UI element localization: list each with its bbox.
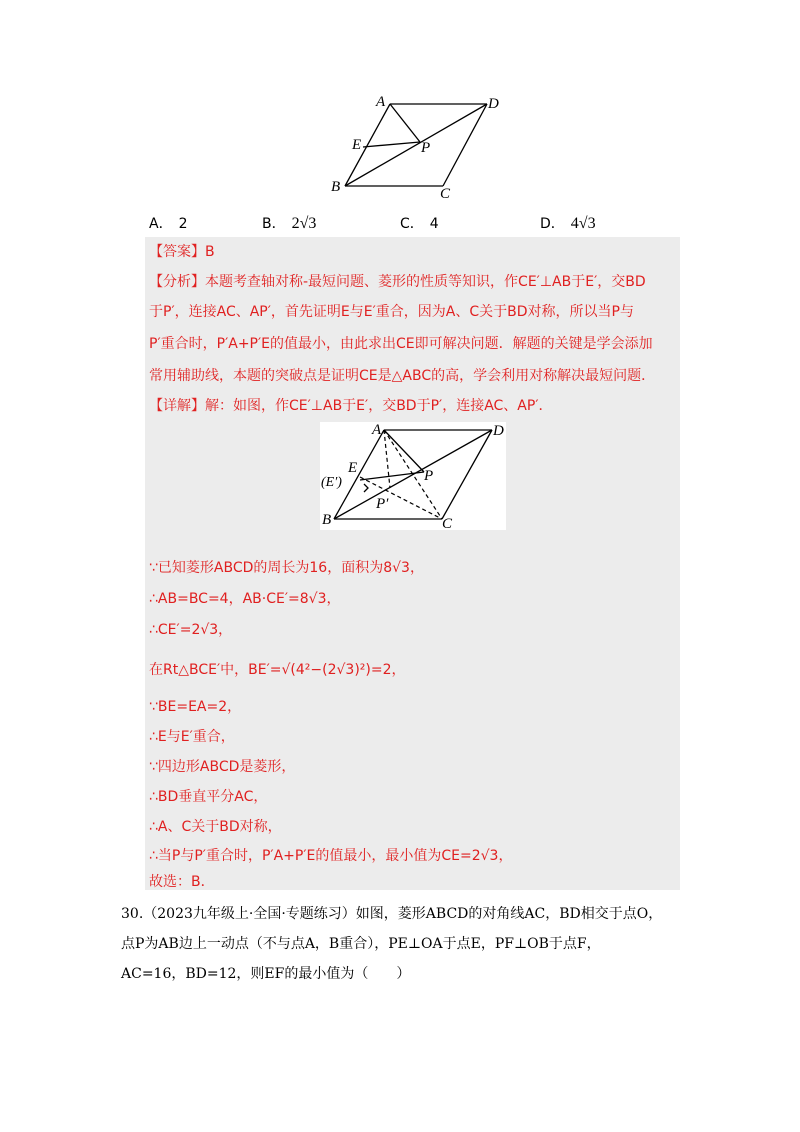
step-7: ∵四边形ABCD是菱形， <box>149 759 296 775</box>
step-9: ∴A、C关于BD对称， <box>149 819 282 835</box>
step-4: 在Rt△BCE′中，BE′=√(4²−(2√3)²)=2， <box>149 662 406 678</box>
rhombus-figure-1 <box>325 90 510 205</box>
detail-line: 【详解】解：如图，作CE′⊥AB于E′，交BD于P′，连接AC、AP′． <box>149 398 553 414</box>
fig2-label-A: A <box>372 422 382 438</box>
fig2-label-P-prime: P′ <box>376 496 389 512</box>
fig2-label-P: P <box>424 468 434 484</box>
analysis-line-4: 常用辅助线，本题的突破点是证明CE是△ABC的高，学会利用对称解决最短问题． <box>149 368 656 384</box>
label-B: B <box>331 179 341 195</box>
option-c[interactable]: C． 4 <box>400 216 439 232</box>
question-30-line-3: AC=16，BD=12，则EF的最小值为（ ） <box>121 966 411 982</box>
label-P: P <box>421 140 431 156</box>
fig2-label-C: C <box>442 516 453 530</box>
fig2-label-E-prime: (E′) <box>321 475 342 490</box>
rhombus-figure-2 <box>320 422 506 530</box>
analysis-line-3: P′重合时，P′A+P′E的值最小，由此求出CE即可解决问题．解题的关键是学会添加 <box>149 336 653 352</box>
label-C: C <box>440 186 451 202</box>
option-d[interactable]: D． 4√3 <box>540 215 596 232</box>
question-30-line-2: 点P为AB边上一动点（不与点A，B重合），PE⊥OA于点E，PF⊥OB于点F， <box>121 936 601 952</box>
step-3: ∴CE′=2√3， <box>149 622 233 638</box>
analysis-line-1: 【分析】本题考查轴对称-最短问题、菱形的性质等知识，作CE′⊥AB于E′，交BD <box>149 274 646 290</box>
question-30-line-1: 30.（2023九年级上·全国·专题练习）如图，菱形ABCD的对角线AC，BD相交于点O， <box>121 906 663 922</box>
fig2-label-E: E <box>348 460 358 476</box>
label-A: A <box>376 94 386 110</box>
step-11: 故选：B． <box>149 874 215 890</box>
label-E: E <box>352 137 362 153</box>
step-10: ∴当P与P′重合时，P′A+P′E的值最小，最小值为CE=2√3， <box>149 848 513 864</box>
option-b[interactable]: B． 2√3 <box>262 215 317 232</box>
label-D: D <box>488 96 499 112</box>
step-8: ∴BD垂直平分AC， <box>149 789 268 805</box>
fig2-label-B: B <box>322 512 332 528</box>
step-5: ∵BE=EA=2， <box>149 699 242 715</box>
answer-line: 【答案】B <box>149 244 215 260</box>
step-6: ∴E与E′重合， <box>149 729 235 745</box>
option-a[interactable]: A． 2 <box>149 216 188 232</box>
analysis-line-2: 于P′，连接AC、AP′，首先证明E与E′重合，因为A、C关于BD对称，所以当P与 <box>149 304 634 320</box>
fig2-label-D: D <box>493 423 504 439</box>
step-1: ∵已知菱形ABCD的周长为16，面积为8√3， <box>149 560 424 576</box>
step-2: ∴AB=BC=4，AB·CE′=8√3， <box>149 591 341 607</box>
